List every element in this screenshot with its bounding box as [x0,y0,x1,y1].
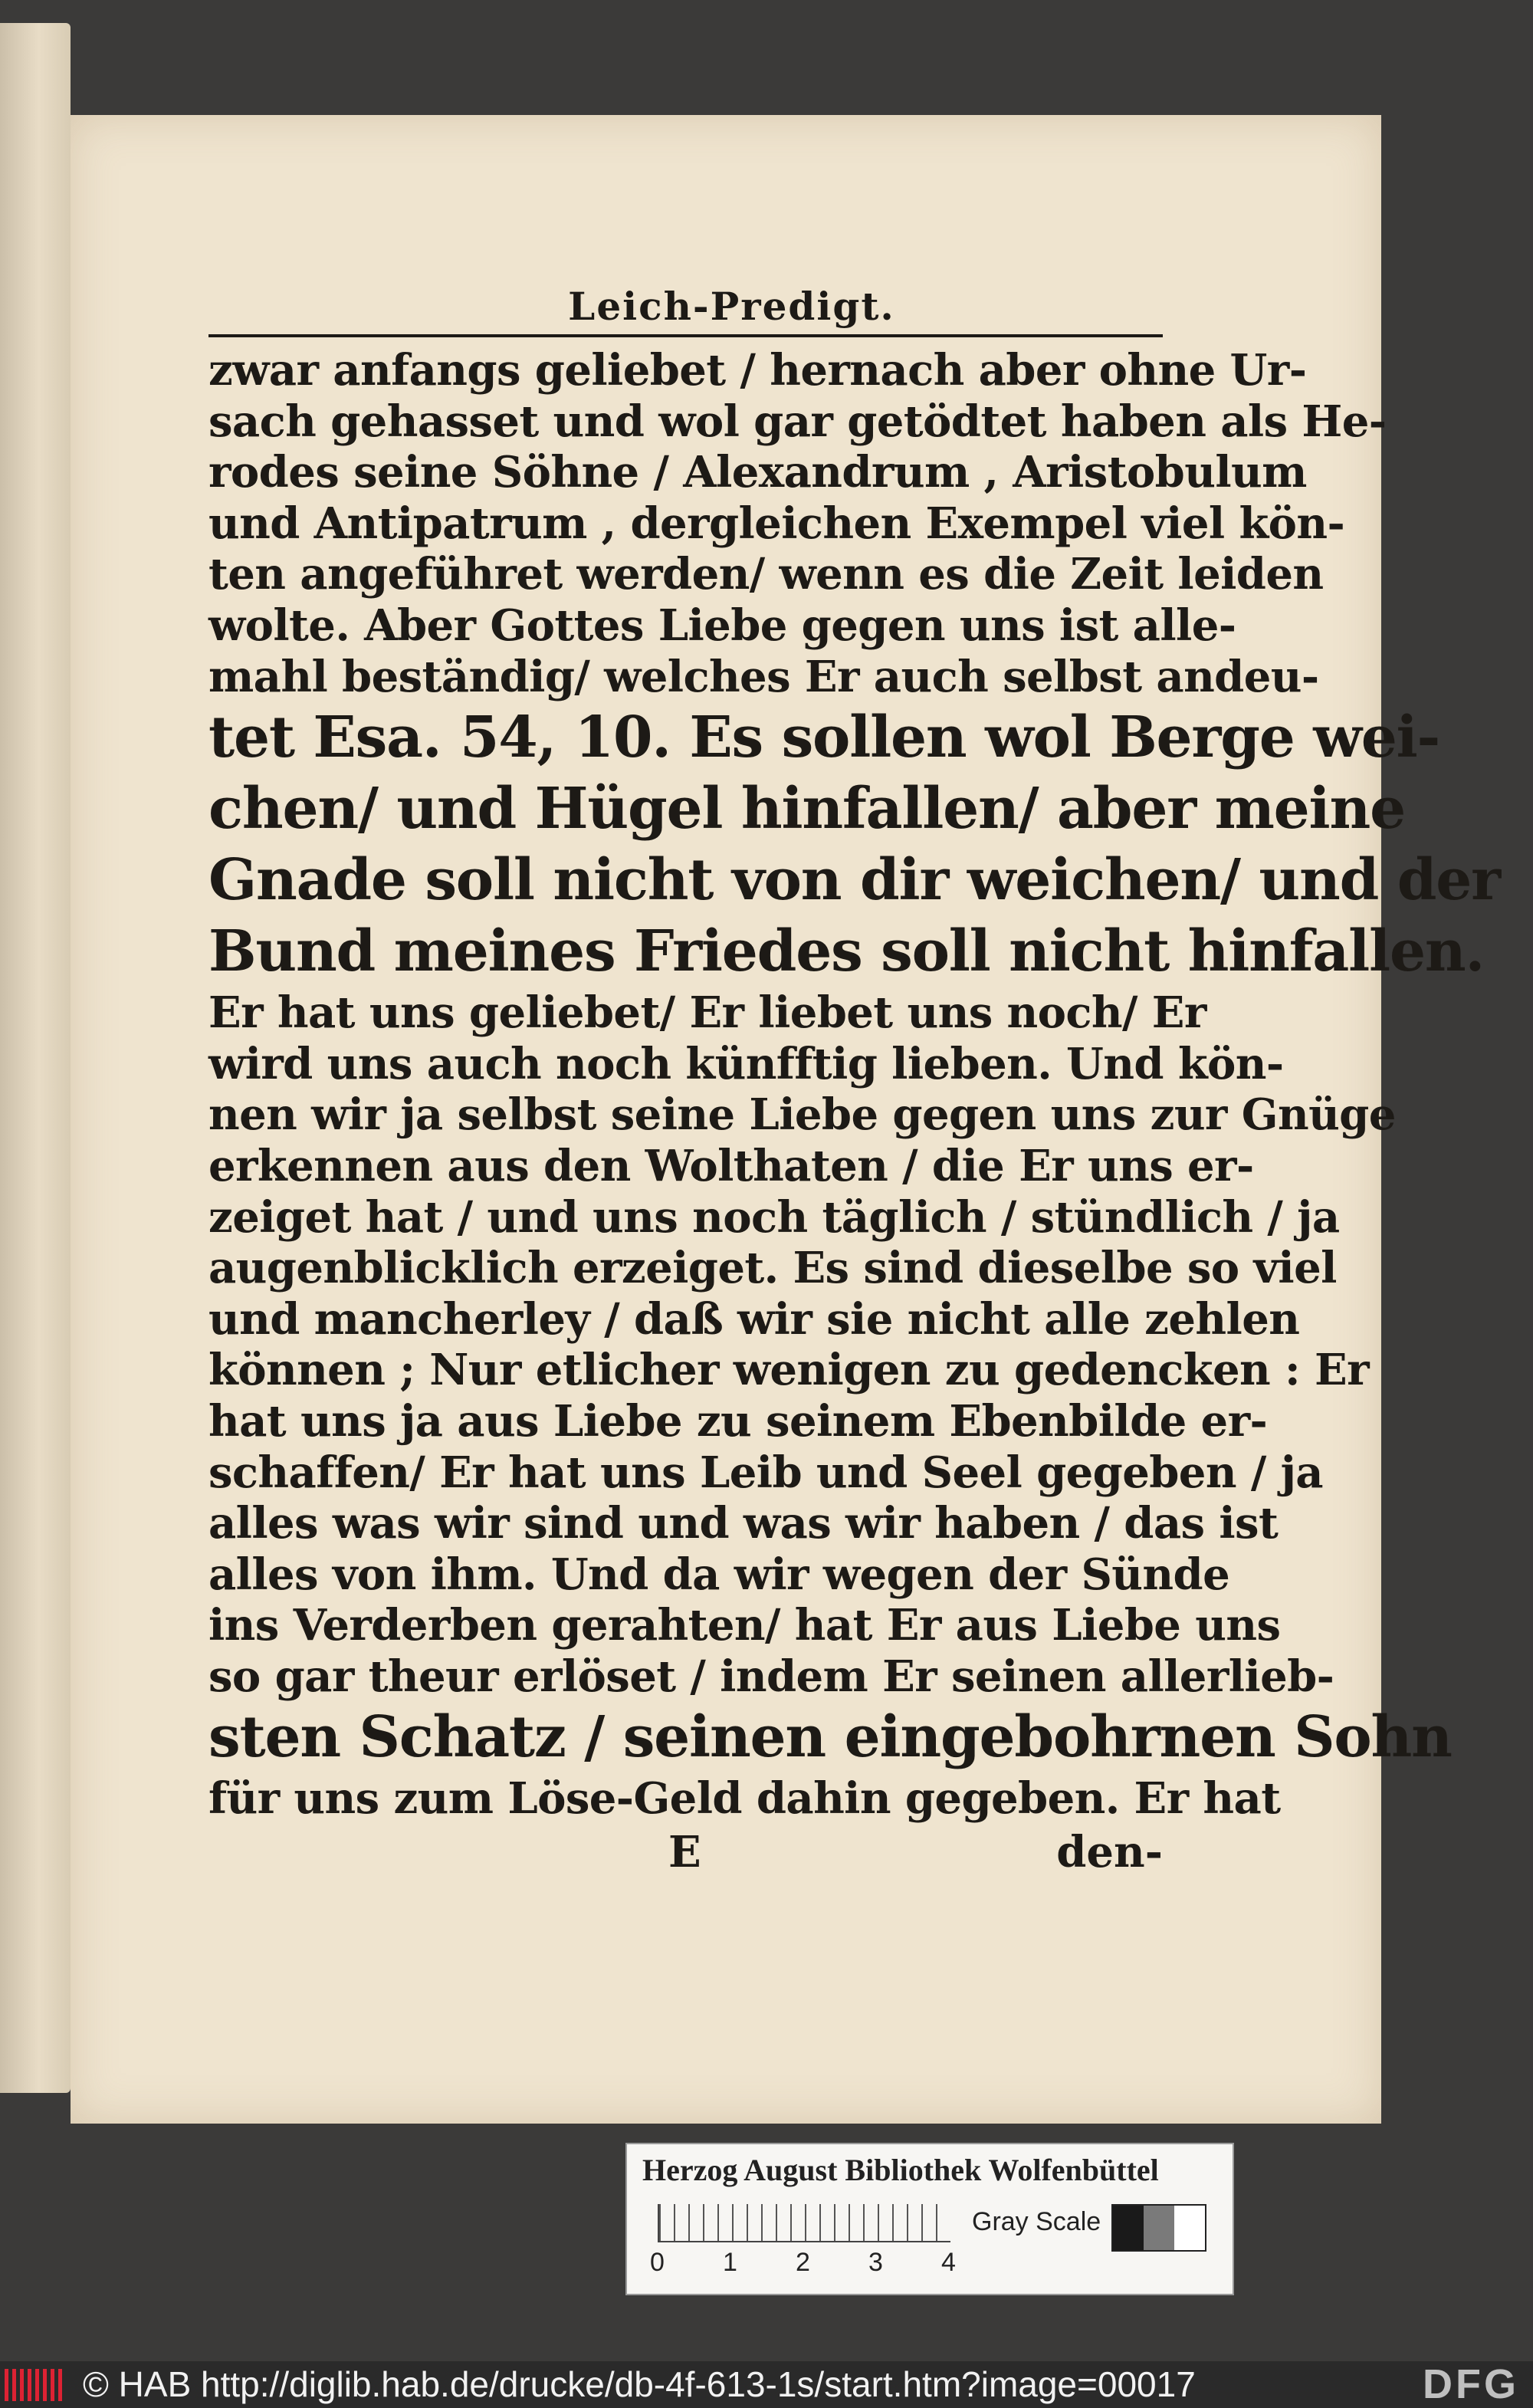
library-name: Herzog August Bibliothek Wolfenbüttel [642,2153,1159,2187]
ruler-number: 4 [941,2248,956,2277]
text-line: können ; Nur etlicher wenigen zu gedencken : Er [208,1345,1369,1396]
text-line: augenblicklich erzeiget. Es sind dieselbe so viel [208,1243,1337,1294]
gray-scale-label: Gray Scale [972,2207,1101,2236]
viewer-footer-bar [0,2361,1533,2408]
text-line: sach gehasset und wol gar getödtet haben als He- [208,396,1387,447]
text-line: alles was wir sind und was wir haben / das ist [208,1498,1279,1549]
text-line: schaffen/ Er hat uns Leib und Seel gegeben / ja [208,1447,1323,1498]
ruler-number: 3 [868,2248,883,2277]
running-head: Leich-Predigt. [568,284,895,329]
text-line: ten angeführet werden/ wenn es die Zeit leiden [208,549,1324,600]
ruler-number: 2 [796,2248,810,2277]
text-line: zwar anfangs geliebet / hernach aber ohne Ur- [208,345,1307,396]
gray-swatch [1144,2206,1174,2250]
text-line: so gar theur erlöset / indem Er seinen allerlieb- [208,1651,1334,1702]
catchword: den- [1056,1827,1163,1878]
ruler-number: 0 [650,2248,665,2277]
text-line: und Antipatrum , dergleichen Exempel viel kön- [208,498,1345,549]
text-line: hat uns ja aus Liebe zu seinem Ebenbilde er- [208,1395,1268,1447]
hab-logo-icon [5,2369,66,2401]
gray-scale-swatches [1111,2204,1206,2252]
text-line: wird uns auch noch künfftig lieben. Und kön- [208,1038,1284,1089]
text-block [208,284,1500,1880]
dfg-logo: DFG [1423,2361,1519,2407]
text-line: ins Verderben gerahten/ hat Er aus Liebe uns [208,1600,1281,1651]
text-line: mahl beständig/ welches Er auch selbst andeu- [208,651,1319,702]
gray-swatch [1174,2206,1205,2250]
text-line: chen/ und Hügel hinfallen/ aber meine [208,776,1405,843]
ruler-numbers [650,2248,1014,2278]
book-page [71,115,1500,2124]
text-line: rodes seine Söhne / Alexandrum , Aristobulum [208,447,1307,498]
text-line: wolte. Aber Gottes Liebe gegen uns ist alle- [208,600,1236,651]
text-line: Er hat uns geliebet/ Er liebet uns noch/ Er [208,987,1206,1039]
text-line: erkennen aus den Wolthaten / die Er uns er- [208,1140,1254,1191]
text-line: alles von ihm. Und da wir wegen der Sünde [208,1549,1230,1600]
text-line: Bund meines Friedes soll nicht hinfallen. [208,918,1485,985]
text-line: sten Schatz / seinen eingebohrnen Sohn [208,1704,1452,1771]
text-line: nen wir ja selbst seine Liebe gegen uns zur Gnüge [208,1089,1396,1141]
header-rule [208,334,1163,337]
text-line: tet Esa. 54, 10. Es sollen wol Berge wei- [208,705,1440,771]
page-footer-line [208,1825,1163,1880]
signature-mark: E [668,1827,701,1878]
text-line: zeiget hat / und uns noch täglich / stündlich / ja [208,1191,1340,1243]
source-url[interactable]: © HAB http://diglib.hab.de/drucke/db-4f-613-1s/start.htm?image=00017 [83,2364,1196,2404]
color-calibration-bar [625,2143,1234,2295]
ruler-scale [658,2204,950,2242]
text-line: und mancherley / daß wir sie nicht alle zehlen [208,1293,1300,1345]
text-line: Gnade soll nicht von dir weichen/ und der [208,847,1500,914]
facing-page-edge [0,23,71,2093]
ruler-number: 1 [723,2248,737,2277]
text-line: für uns zum Löse-Geld dahin gegeben. Er hat [208,1773,1281,1825]
gray-swatch [1113,2206,1144,2250]
body-text [208,345,1500,1825]
